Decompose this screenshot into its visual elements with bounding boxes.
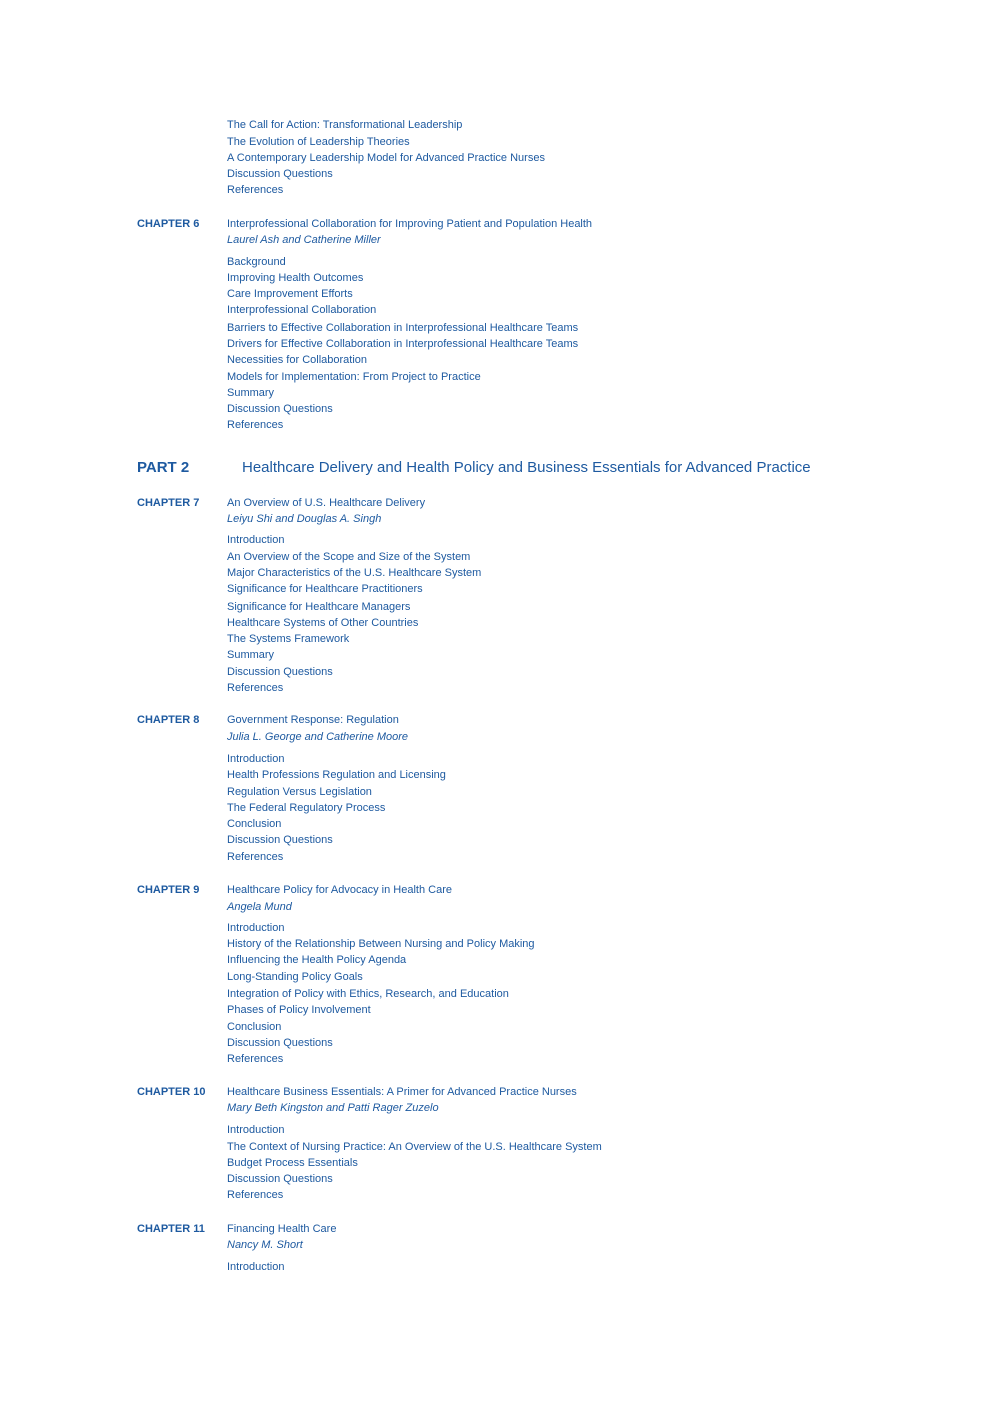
toc-entry[interactable]: Conclusion <box>227 1021 282 1033</box>
chapter-authors: Laurel Ash and Catherine Miller <box>227 234 381 246</box>
toc-entry[interactable]: Conclusion <box>227 818 282 830</box>
toc-entry[interactable]: The Systems Framework <box>227 633 350 645</box>
toc-entry[interactable]: Significance for Healthcare Managers <box>227 601 411 613</box>
toc-entry[interactable]: Summary <box>227 649 275 661</box>
toc-entry[interactable]: Improving Health Outcomes <box>227 272 364 284</box>
toc-entry[interactable]: The Call for Action: Transformational Leadership <box>227 119 463 131</box>
toc-entry[interactable]: A Contemporary Leadership Model for Advanced Practice Nurses <box>227 152 545 164</box>
toc-entry[interactable]: Long-Standing Policy Goals <box>227 971 363 983</box>
chapter-title[interactable]: Interprofessional Collaboration for Improving Patient and Population Health <box>227 218 593 230</box>
chapter-number: CHAPTER 8 <box>137 714 200 726</box>
chapter-number: CHAPTER 6 <box>137 218 200 230</box>
toc-entry[interactable]: Introduction <box>227 534 285 546</box>
toc-entry[interactable]: References <box>227 851 284 863</box>
chapter-authors: Julia L. George and Catherine Moore <box>227 731 408 743</box>
toc-entry[interactable]: Discussion Questions <box>227 834 333 846</box>
toc-entry[interactable]: Background <box>227 256 286 268</box>
chapter-authors: Mary Beth Kingston and Patti Rager Zuzelo <box>227 1102 439 1114</box>
toc-entry[interactable]: Major Characteristics of the U.S. Healthcare System <box>227 567 482 579</box>
toc-entry[interactable]: Budget Process Essentials <box>227 1157 358 1169</box>
toc-entry[interactable]: Integration of Policy with Ethics, Research, and Education <box>227 988 509 1000</box>
part-title[interactable]: Healthcare Delivery and Health Policy and Business Essentials for Advanced Practice <box>242 459 811 476</box>
toc-entry[interactable]: Introduction <box>227 753 285 765</box>
chapter-title[interactable]: Healthcare Policy for Advocacy in Health Care <box>227 884 452 896</box>
toc-entry[interactable]: History of the Relationship Between Nursing and Policy Making <box>227 938 535 950</box>
toc-entry[interactable]: Regulation Versus Legislation <box>227 786 372 798</box>
toc-entry[interactable]: Necessities for Collaboration <box>227 354 368 366</box>
chapter-authors: Nancy M. Short <box>227 1239 303 1251</box>
toc-entry[interactable]: Significance for Healthcare Practitioners <box>227 583 423 595</box>
toc-entry[interactable]: Discussion Questions <box>227 1173 333 1185</box>
toc-entry[interactable]: Introduction <box>227 1124 285 1136</box>
toc-entry[interactable]: Drivers for Effective Collaboration in Interprofessional Healthcare Teams <box>227 338 579 350</box>
chapter-number: CHAPTER 11 <box>137 1223 205 1235</box>
toc-entry[interactable]: Health Professions Regulation and Licensing <box>227 769 446 781</box>
toc-entry[interactable]: References <box>227 419 284 431</box>
toc-entry[interactable]: Barriers to Effective Collaboration in Interprofessional Healthcare Teams <box>227 322 579 334</box>
toc-entry[interactable]: Discussion Questions <box>227 403 333 415</box>
toc-entry[interactable]: Discussion Questions <box>227 168 333 180</box>
toc-entry[interactable]: References <box>227 682 284 694</box>
part-number: PART 2 <box>137 459 190 476</box>
toc-entry[interactable]: Care Improvement Efforts <box>227 288 353 300</box>
toc-entry[interactable]: Summary <box>227 387 275 399</box>
toc-entry[interactable]: Discussion Questions <box>227 1037 333 1049</box>
toc-entry[interactable]: Introduction <box>227 1261 285 1273</box>
chapter-title[interactable]: Financing Health Care <box>227 1223 337 1235</box>
toc-entry[interactable]: Phases of Policy Involvement <box>227 1004 371 1016</box>
toc-entry[interactable]: References <box>227 1189 284 1201</box>
toc-entry[interactable]: Models for Implementation: From Project to Practice <box>227 371 481 383</box>
chapter-number: CHAPTER 10 <box>137 1086 206 1098</box>
chapter-title[interactable]: Government Response: Regulation <box>227 714 399 726</box>
toc-entry[interactable]: Interprofessional Collaboration <box>227 304 377 316</box>
toc-entry[interactable]: An Overview of the Scope and Size of the System <box>227 551 471 563</box>
chapter-authors: Leiyu Shi and Douglas A. Singh <box>227 513 382 525</box>
toc-entry[interactable]: Introduction <box>227 922 285 934</box>
toc-entry[interactable]: Influencing the Health Policy Agenda <box>227 954 407 966</box>
chapter-title[interactable]: Healthcare Business Essentials: A Primer for Advanced Practice Nurses <box>227 1086 577 1098</box>
toc-entry[interactable]: The Federal Regulatory Process <box>227 802 386 814</box>
chapter-title[interactable]: An Overview of U.S. Healthcare Delivery <box>227 497 426 509</box>
toc-entry[interactable]: Discussion Questions <box>227 666 333 678</box>
toc-entry[interactable]: References <box>227 1053 284 1065</box>
toc-entry[interactable]: Healthcare Systems of Other Countries <box>227 617 419 629</box>
toc-entry[interactable]: The Context of Nursing Practice: An Overview of the U.S. Healthcare System <box>227 1141 602 1153</box>
toc-entry[interactable]: The Evolution of Leadership Theories <box>227 136 410 148</box>
toc-entry[interactable]: References <box>227 184 284 196</box>
chapter-number: CHAPTER 9 <box>137 884 200 896</box>
chapter-authors: Angela Mund <box>227 901 292 913</box>
chapter-number: CHAPTER 7 <box>137 497 200 509</box>
